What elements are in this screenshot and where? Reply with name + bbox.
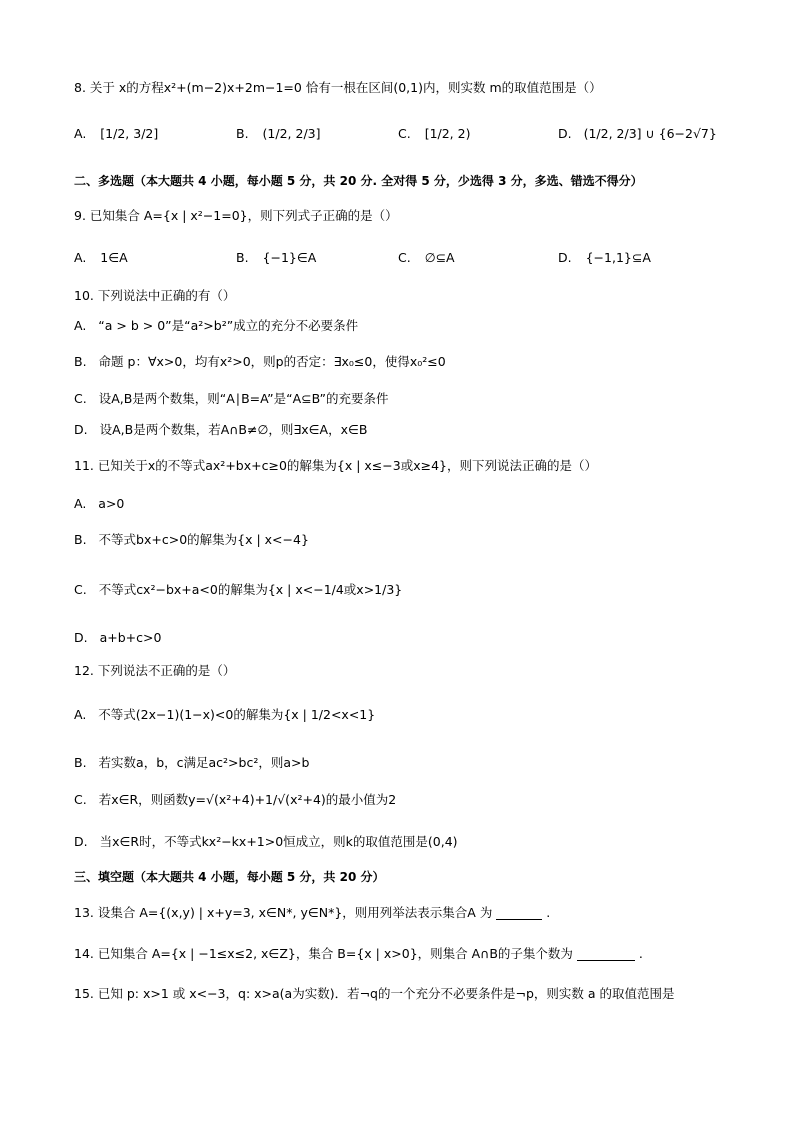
q13-end: . bbox=[546, 905, 551, 920]
q12-option-b bbox=[74, 753, 309, 773]
q12-option-c-label: C. bbox=[74, 792, 87, 807]
q9-option-a-label: A. bbox=[74, 250, 87, 265]
q11-option-c bbox=[74, 580, 402, 600]
section-fill-in-heading: 三、填空题（本大题共 4 小题，每小题 5 分，共 20 分） bbox=[74, 870, 385, 884]
q12-stem: 12. 下列说法不正确的是（） bbox=[74, 663, 236, 678]
q9-option-a bbox=[74, 248, 128, 268]
q12-option-a-text: 不等式(2x−1)(1−x)<0的解集为{x | 1/2<x<1} bbox=[98, 707, 376, 722]
q8-option-a-label: A. bbox=[74, 126, 87, 141]
q12-option-b-label: B. bbox=[74, 755, 87, 770]
q10-option-c bbox=[74, 389, 388, 409]
q8-option-c-text: [1/2, 2) bbox=[424, 126, 471, 141]
q9-option-c-text: ∅⊆A bbox=[424, 250, 455, 265]
q14-stem: 14. 已知集合 A={x | −1≤x≤2, x∈Z}，集合 B={x | x>0}，则集合 A∩B的子集个数为 bbox=[74, 946, 573, 961]
q8-option-a bbox=[74, 124, 158, 144]
q11-stem: 11. 已知关于x的不等式ax²+bx+c≥0的解集为{x | x≤−3或x≥4}，则下列说法正确的是（） bbox=[74, 458, 597, 473]
q11-option-b bbox=[74, 530, 309, 550]
q8-option-b-text: (1/2, 2/3] bbox=[262, 126, 321, 141]
q14-answer-blank[interactable] bbox=[577, 946, 635, 961]
q13-answer-blank[interactable] bbox=[496, 905, 542, 920]
q8-option-b-label: B. bbox=[236, 126, 249, 141]
q10-option-a-label: A. bbox=[74, 318, 87, 333]
q10-stem: 10. 下列说法中正确的有（） bbox=[74, 288, 236, 303]
q13-stem: 13. 设集合 A={(x,y) | x+y=3, x∈N*, y∈N*}，则用列举法表示集合A 为 bbox=[74, 905, 493, 920]
q10-option-b-text: 命题 p：∀x>0，均有x²>0，则p的否定：∃x₀≤0，使得x₀²≤0 bbox=[98, 354, 446, 369]
q8-option-a-text: [1/2, 3/2] bbox=[100, 126, 159, 141]
q12-option-d-text: 当x∈R时，不等式kx²−kx+1>0恒成立，则k的取值范围是(0,4) bbox=[99, 834, 458, 849]
q9-option-c-label: C. bbox=[398, 250, 411, 265]
q9-option-d-text: {−1,1}⊆A bbox=[585, 250, 651, 265]
q8-option-c bbox=[398, 124, 470, 144]
q9-stem: 9. 已知集合 A={x | x²−1=0}，则下列式子正确的是（） bbox=[74, 208, 398, 223]
q9-option-d-label: D. bbox=[558, 250, 572, 265]
q11-option-a-label: A. bbox=[74, 496, 87, 511]
q11-option-b-text: 不等式bx+c>0的解集为{x | x<−4} bbox=[98, 532, 309, 547]
q13 bbox=[74, 903, 550, 923]
q11-option-a-text: a>0 bbox=[98, 496, 125, 511]
q12-option-d-label: D. bbox=[74, 834, 88, 849]
q8-option-d bbox=[558, 124, 717, 144]
q9-option-b-text: {−1}∈A bbox=[262, 250, 317, 265]
q8-option-c-label: C. bbox=[398, 126, 411, 141]
q9-option-b bbox=[236, 248, 316, 268]
q10-option-a bbox=[74, 316, 358, 336]
q11-option-d bbox=[74, 628, 161, 648]
q8-stem: 8. 关于 x的方程x²+(m−2)x+2m−1=0 恰有一根在区间(0,1)内，则实数 m的取值范围是（） bbox=[74, 80, 602, 95]
q14-end: . bbox=[638, 946, 643, 961]
q11-option-a bbox=[74, 494, 124, 514]
q12-option-c bbox=[74, 790, 396, 810]
q10-option-c-text: 设A,B是两个数集，则“A∣B=A”是“A⊆B”的充要条件 bbox=[98, 391, 389, 406]
q10-option-c-label: C. bbox=[74, 391, 87, 406]
q8-option-b bbox=[236, 124, 320, 144]
q9-option-b-label: B. bbox=[236, 250, 249, 265]
q10-option-d-text: 设A,B是两个数集，若A∩B≠∅，则∃x∈A，x∈B bbox=[99, 422, 368, 437]
q11-option-c-label: C. bbox=[74, 582, 87, 597]
q9-option-d bbox=[558, 248, 651, 268]
q11-option-d-label: D. bbox=[74, 630, 88, 645]
q12-option-d bbox=[74, 832, 458, 852]
q10-option-d-label: D. bbox=[74, 422, 88, 437]
q8-option-d-text: (1/2, 2/3] ∪ {6−2√7} bbox=[583, 126, 717, 141]
q15-stem: 15. 已知 p: x>1 或 x<−3，q: x>a(a为实数)．若¬q的一个充分不必要条件是¬p，则实数 a 的取值范围是 bbox=[74, 986, 675, 1001]
q12-option-c-text: 若x∈R，则函数y=√(x²+4)+1/√(x²+4)的最小值为2 bbox=[98, 792, 397, 807]
q12-option-a-label: A. bbox=[74, 707, 87, 722]
q10-option-b-label: B. bbox=[74, 354, 87, 369]
q10-option-d bbox=[74, 420, 367, 440]
section-multiple-choice-heading: 二、多选题（本大题共 4 小题，每小题 5 分，共 20 分. 全对得 5 分，少选得 3 分，多选、错选不得分） bbox=[74, 174, 643, 188]
q8-option-d-label: D. bbox=[558, 126, 572, 141]
q11-option-b-label: B. bbox=[74, 532, 87, 547]
q10-option-b bbox=[74, 352, 446, 372]
q10-option-a-text: “a > b > 0”是“a²>b²”成立的充分不必要条件 bbox=[98, 318, 359, 333]
q12-option-a bbox=[74, 705, 375, 725]
q14 bbox=[74, 944, 643, 964]
q12-option-b-text: 若实数a，b，c满足ac²>bc²，则a>b bbox=[98, 755, 310, 770]
q11-option-d-text: a+b+c>0 bbox=[99, 630, 162, 645]
q9-option-c bbox=[398, 248, 455, 268]
q11-option-c-text: 不等式cx²−bx+a<0的解集为{x | x<−1/4或x>1/3} bbox=[98, 582, 403, 597]
q9-option-a-text: 1∈A bbox=[100, 250, 128, 265]
